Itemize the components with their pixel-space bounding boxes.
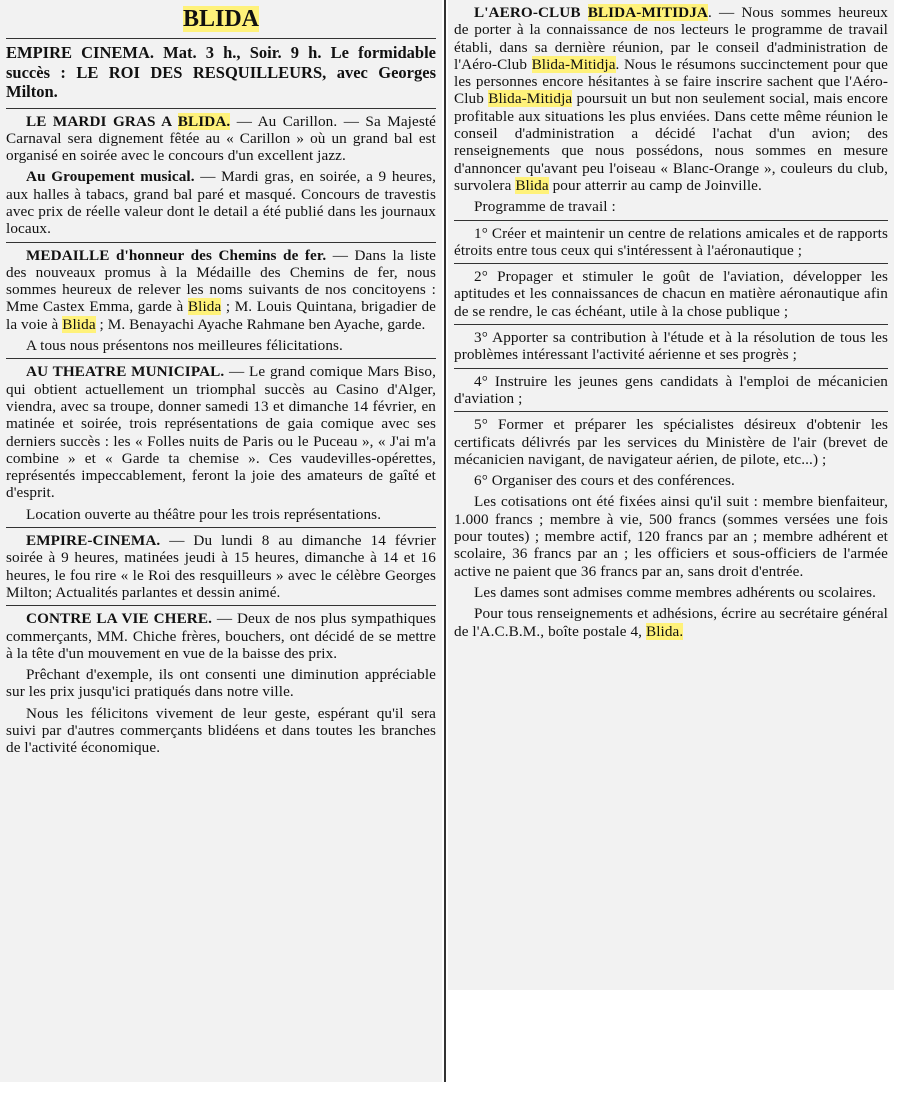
article-heading: AU THEATRE MUNICIPAL. [26, 363, 225, 381]
article-medaille [6, 247, 436, 333]
article-body: . Nous le résumons succinctement pour que les personnes encore hésitantes à se faire inscrire sachent que l'Aéro-Club [454, 55, 888, 108]
article-heading: L'AERO-CLUB [474, 4, 588, 21]
programme-item-3: 3° Apporter sa contribution à l'étude et à la résolution de tous les problèmes intéressant l'activité aérienne et ses progrès ; [454, 329, 888, 364]
dames-paragraph: Les dames sont admises comme membres adhérents ou scolaires. [474, 583, 877, 601]
article-heading: CONTRE LA VIE CHERE. [26, 610, 212, 628]
programme-item-5: 5° Former et préparer les spécialistes désireux d'obtenir les certificats délivrés par les services du Ministère de l'air (brevet de mécanicien navigant, de navigateur aérien, de pilote, etc...) ; [454, 416, 888, 468]
programme-item-6: 6° Organiser des cours et des conférences. [474, 472, 735, 490]
title-highlight: BLIDA [182, 6, 260, 32]
article-groupement [6, 168, 436, 237]
title-rule [6, 38, 436, 39]
column-rule [444, 0, 446, 1082]
divider [6, 108, 436, 109]
article-body: — Du lundi 8 au dimanche 14 février soirée à 9 heures, matinées jeudi à 15 heures, dimanche à 14 et 16 heures, le fou rire « le Roi des resquilleurs » avec le célèbre Georges Milton; Actualités parlantes et dessin animé. [6, 532, 436, 601]
divider [454, 368, 888, 369]
left-column [0, 0, 442, 1082]
article-body: . — Nous sommes heureux de porter à la connaissance de nos lecteurs le programme de travail établi, dans sa dernière réunion, par le conseil d'administration de l'Aéro-Club [454, 4, 889, 73]
divider [454, 324, 888, 325]
blida-highlight: Blida [515, 176, 549, 194]
article-body: — Le grand comique Mars Biso, qui obtient actuellement un triomphal succès au Casino d'Alger, viendra, avec sa troupe, donner samedi 13 et dimanche 14 février, en matinée et soirée, trois représentations de gaia comique avec ses derniers succès : les « Folles nuits de Paris ou le Puceau », « J'ai m'a combine » et « Garde ta chemise ». Ces vaudevilles-opérettes, représentés impeccablement, feront la joie des amateurs de gaîté et d'esprit. [6, 363, 436, 502]
article-vie-chere [6, 610, 436, 662]
article-paragraph: Nous les félicitons vivement de leur geste, espérant qu'il sera suivi par d'autres commerçants blidéens et dans toutes les branches de l'activité économique. [6, 704, 436, 757]
blida-highlight: BLIDA. [177, 112, 231, 130]
article-body: pour atterrir au camp de Joinville. [548, 176, 762, 194]
article-body: poursuit un but non seulement social, mais encore profitable aux situations les plus enviées. Dans cette même réunion le conseil d'administration a décidé l'achat d'un avion; des renseignements que nous possédons, nous sommes en mesure d'annoncer qu'avant peu l'oiseau « Blanc-Orange », couleurs du club, survolera [454, 90, 888, 194]
cinema-text: Mat. 3 h., Soir. 9 h. Le formidable succès : LE ROI DES RESQUILLEURS, avec Georges Milton. [6, 43, 436, 101]
cinema-heading: EMPIRE CINEMA. [6, 43, 155, 62]
article-heading: Au Groupement musical. [26, 168, 195, 186]
blida-highlight: Blida-Mitidja [531, 55, 616, 73]
article-body: Pour tous renseignements et adhésions, écrire au secrétaire général de l'A.C.B.M., boîte postale 4, [454, 605, 888, 640]
divider [454, 411, 888, 412]
divider [454, 263, 888, 264]
blida-highlight: Blida-Mitidja [488, 90, 573, 108]
renseignements-paragraph [454, 605, 888, 640]
article-body: — Deux de nos plus sympathiques commerçants, MM. Chiche frères, bouchers, ont décidé de se mettre à la tête d'un mouvement en vue de la baisse des prix. [6, 610, 436, 662]
article-body: ; M. Louis Quintana, brigadier de la voie à [6, 298, 436, 333]
programme-item-2: 2° Propager et stimuler le goût de l'aviation, développer les aptitudes et les connaissances de chacun en matière aéronautique afin de se rendre, le cas échéant, utile à la chose publique ; [454, 268, 888, 320]
article-paragraph: Location ouverte au théâtre pour les trois représentations. [26, 505, 382, 523]
article-body: — Dans la liste des nouveaux promus à la Médaille des Chemins de fer, nous sommes heureux de relever les noms suivants de nos concitoyens : Mme Castex Emma, garde à [6, 246, 436, 316]
article-heading: MEDAILLE d'honneur des Chemins de fer. [26, 246, 327, 264]
blida-highlight: Blida [187, 298, 222, 316]
cotisations-paragraph: Les cotisations ont été fixées ainsi qu'il suit : membre bienfaiteur, 1.000 francs ; membre à vie, 500 francs (sommes versées une fois pour toutes) ; membre actif, 120 francs par an ; membre adhérent et scolaire, 36 francs par an ; les officiers et sous-officiers de l'armée active ne paient que 36 francs par an, sans droit d'entrée. [454, 493, 888, 580]
programme-item-4: 4° Instruire les jeunes gens candidats à l'emploi de mécanicien d'aviation ; [454, 372, 888, 407]
article-mardi-gras [6, 113, 436, 165]
blida-highlight: BLIDA-MITIDJA [587, 4, 708, 21]
article-empire-cinema [6, 532, 436, 601]
article-body: — Mardi gras, en soirée, a 9 heures, aux halles à tabacs, grand bal paré et masqué. Concours de travestis avec prix de réelle valeur dont le detail a été publié dans les journaux locaux. [6, 168, 436, 238]
programme-item-1: 1° Créer et maintenir un centre de relations amicales et de rapports étroits entre tous ceux qui s'intéressent à l'aéronautique ; [454, 224, 888, 259]
article-body: ; M. Benayachi Ayache Rahmane ben Ayache, garde. [95, 315, 426, 333]
programme-heading: Programme de travail : [474, 198, 616, 216]
right-column [448, 0, 894, 990]
article-theatre [6, 363, 436, 501]
divider [6, 527, 436, 528]
blida-highlight: Blida. [645, 622, 684, 640]
article-body: — Au Carillon. — Sa Majesté Carnaval sera dignement fêtée au « Carillon » où un grand bal est organisé en soirée avec le concours d'un excellent jazz. [6, 112, 436, 165]
divider [6, 358, 436, 359]
article-paragraph: Prêchant d'exemple, ils ont consenti une diminution appréciable sur les prix jusqu'ici pratiqués dans notre ville. [6, 666, 436, 701]
divider [454, 220, 888, 221]
article-aero-club [454, 4, 888, 194]
article-heading: EMPIRE-CINEMA. [26, 532, 161, 550]
cinema-notice [6, 43, 436, 102]
article-paragraph: A tous nous présentons nos meilleures félicitations. [26, 337, 343, 355]
divider [6, 242, 436, 243]
divider [6, 605, 436, 606]
blida-highlight: Blida [62, 315, 96, 333]
article-heading: LE MARDI GRAS A [26, 112, 178, 130]
section-title [6, 4, 436, 34]
